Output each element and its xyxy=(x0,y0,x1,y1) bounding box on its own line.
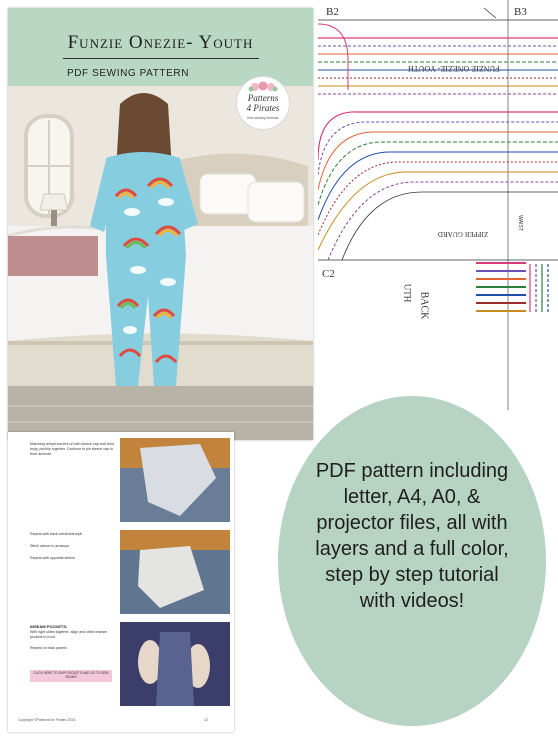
tutorial-step-text: With right sides together, align and stitch inseam pockets to front. xyxy=(30,630,108,639)
pattern-label-b2: B2 xyxy=(326,6,339,18)
tutorial-footer-copyright: Copyright ©Patterns for Pirates 2024 xyxy=(18,718,76,722)
tutorial-page xyxy=(8,432,234,732)
tutorial-step-text: Repeat on back panels xyxy=(30,646,67,650)
logo-text-patterns: Patterns xyxy=(247,93,279,103)
cover-title: Funzie Onezie- Youth xyxy=(67,32,254,53)
inseam-pockets-photo xyxy=(120,622,230,706)
sleeve-pinning-photo xyxy=(120,438,230,522)
pattern-lines xyxy=(318,0,558,410)
tutorial-step-text: Repeat with back corners/armpit. xyxy=(30,532,83,536)
skip-pockets-link-button[interactable] xyxy=(30,670,112,682)
tutorial-step-text: Repeat with opposite sleeve xyxy=(30,556,75,560)
pattern-label-c2: C2 xyxy=(322,268,335,280)
tutorial-step-text: Stitch sleeve to armscye. xyxy=(30,544,70,548)
feature-callout-circle xyxy=(278,396,546,726)
pattern-vertical-waist: WAIST xyxy=(516,215,523,231)
flower-icon xyxy=(247,81,279,93)
pattern-label-b3: B3 xyxy=(514,6,527,18)
feature-callout-text: PDF pattern including letter, A4, A0, & projector files, all with layers and a full color, step by step tutorial with videos! xyxy=(315,460,509,612)
logo-tagline: free sewing tutorials xyxy=(247,116,279,120)
tutorial-heading: INSEAM POCKETS: xyxy=(30,624,68,629)
tutorial-step-text: Matching armpit corners of both sleeve cap and front body, pin/clip together. Continue to pin sleeve cap to front armhole. xyxy=(30,442,114,456)
pattern-vertical-back: BACK xyxy=(418,291,430,320)
pattern-sheet-image xyxy=(318,0,558,410)
pattern-title-upside-down: FUNZIE ONEZIE- YOUTH xyxy=(408,64,500,73)
logo-text-pirates: 4 Pirates xyxy=(246,103,280,113)
cover-subtitle: PDF SEWING PATTERN xyxy=(66,68,190,79)
patterns-for-pirates-logo xyxy=(236,76,290,130)
girl-in-onesie-photo xyxy=(8,86,313,440)
sleeve-stitched-photo xyxy=(120,530,230,614)
cover-divider xyxy=(63,58,259,59)
pattern-vertical-uth: UTH xyxy=(402,283,413,303)
skip-pockets-label: CLICK HERE TO SKIP POCKETS AND GO TO SIDE SEAMS xyxy=(33,671,109,680)
tutorial-page-number: 22 xyxy=(204,718,208,722)
pattern-cover xyxy=(8,8,313,440)
pattern-zipper-guard: ZIPPER GUARD xyxy=(438,230,488,238)
